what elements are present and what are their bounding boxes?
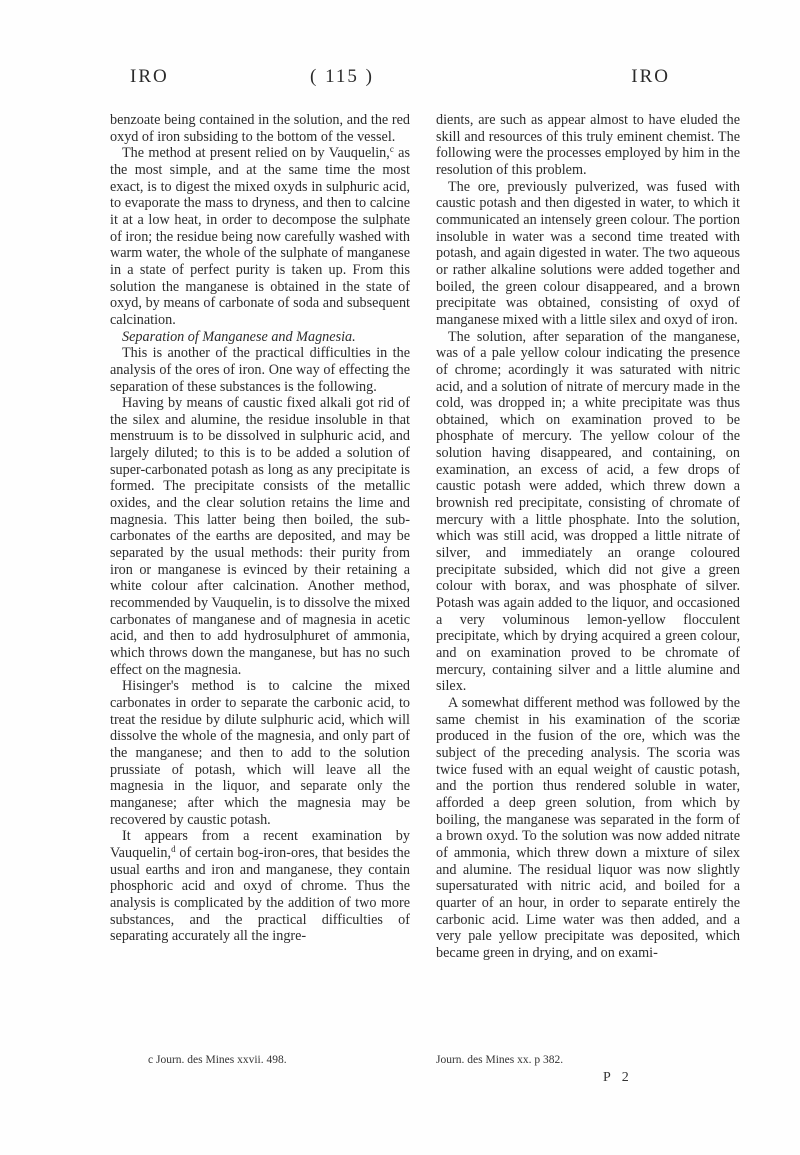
paragraph-text: as the most simple, and at the same time the most exact, is to digest the mixed oxyds in sulphuric acid, to evaporate the mass to dryness, and then to calcine it at a low heat, in order to decompose the sulphate of iron; the residue being now carefully washed with warm water, the whole of the sulphate of manganese in a state of perfect purity is taken up. From this solution the manganese is obtained in the state of oxyd, by means of carbonate of soda and subsequent calcination. [110, 145, 410, 328]
paragraph-text: It appears from a recent examination by Vauquelin, [110, 828, 410, 861]
footnote-left: c Journ. des Mines xxvii. 498. [148, 1054, 287, 1066]
paragraph-text: The method at present relied on by Vauquelin, [122, 145, 390, 162]
running-head-right: IRO [631, 66, 670, 87]
paragraph: The ore, previously pulverized, was fused with caustic potash and then digested in water, to which it communicated an intensely green colour. The portion insoluble in water was a second time treated with potash, and again digested in water. The two aqueous or rather alkaline solutions were added together and boiled, the green colour disappeared, and a brown precipitate was obtained, consisting of oxyd of manganese mixed with a little silex and oxyd of iron. [436, 178, 740, 328]
paragraph: dients, are such as appear almost to have eluded the skill and resources of this truly eminent chemist. The following were the processes employed by him in the resolution of this problem. [436, 112, 740, 178]
paragraph [110, 828, 410, 945]
paragraph [110, 145, 410, 328]
left-column [110, 112, 410, 945]
section-heading: Separation of Manganese and Magnesia. [122, 328, 356, 345]
page-number: ( 115 ) [310, 66, 374, 87]
paragraph: A somewhat different method was followed by the same chemist in his examination of the scoriæ produced in the fusion of the ore, which was the subject of the preceding analysis. The scoria was twice fused with an equal weight of caustic potash, and the portion thus rendered soluble in water, afforded a deep green solution, from which by boiling, the manganese was separated in the form of a brown oxyd. To the solution was now added nitrate of ammonia, which threw down a mixture of silex and alumine. The residual liquor was now slightly supersaturated with nitric acid, and boiled for a quarter of an hour, in order to separate entirely the carbonic acid. Lime water was then added, and a very pale yellow precipitate was deposited, which became green in drying, and on exami- [436, 694, 740, 961]
paragraph-text: of certain bog-iron-ores, that besides the usual earths and iron and manganese, they contain phosphoric acid and oxyd of chrome. Thus the analysis is complicated by the addition of two more substances, and the practical difficulties of separating accurately all the ingre- [110, 844, 410, 945]
paragraph: Hisinger's method is to calcine the mixed carbonates in order to separate the carbonic acid, to treat the residue by dilute sulphuric acid, which will dissolve the whole of the magnesia, and only part of the manganese; and then to add to the solution prussiate of potash, which will leave all the magnesia in the liquor, and separate only the manganese; after which the magnesia may be recovered by caustic potash. [110, 678, 410, 828]
paragraph: The solution, after separation of the manganese, was of a pale yellow colour indicating the presence of chrome; acordingly it was saturated with nitric acid, and a solution of nitrate of mercury made in the cold, was dropped in; a white precipitate was thus obtained, which on examination proved to be phosphate of mercury. The yellow colour of the solution having disappeared, and containing, on examination, an excess of acid, a few drops of caustic potash were added, which threw down a brownish red precipitate, consisting of chromate of mercury with a little phosphate. Into the solution, which was still acid, was dropped a little nitrate of silver, and immediately an orange coloured precipitate subsided, which did not give a green colour with borax, and was phosphate of silver. Potash was again added to the liquor, and occasioned a very voluminous lemon-yellow flocculent precipitate, which by drying acquired a green colour, and on examination proved to be chromate of mercury, containing silver and a little alumine and silex. [436, 328, 740, 695]
footnote-marker: d [171, 843, 176, 854]
footnote-right: Journ. des Mines xx. p 382. [436, 1054, 564, 1066]
running-head [130, 66, 670, 92]
running-head-left: IRO [130, 66, 169, 87]
paragraph: Having by means of caustic fixed alkali got rid of the silex and alumine, the residue insoluble in that menstruum is to be dissolved in sulphuric acid, and largely diluted; to this is to be added a solution of super-carbonated potash as long as any precipitate is formed. The precipitate consists of the metallic oxides, and the clear solution retains the lime and magnesia. This latter being then boiled, the sub-carbonates of the earths are deposited, and may be separated by the usual methods: their purity from iron or manganese is evinced by their retaining a white colour after calcination. Another method, recommended by Vauquelin, is to dissolve the mixed carbonates of manganese and of magnesia in acetic acid, and then to add hydrosulphuret of ammonia, which throws down the manganese, but has no such effect on the magnesia. [110, 395, 410, 678]
footnote-marker: c [389, 144, 394, 155]
signature-mark: P 2 [603, 1070, 633, 1085]
paragraph: benzoate being contained in the solution, and the red oxyd of iron subsiding to the bottom of the vessel. [110, 112, 410, 145]
paragraph: This is another of the practical difficulties in the analysis of the ores of iron. One way of effecting the separation of these substances is the following. [110, 345, 410, 395]
right-column [436, 112, 740, 961]
